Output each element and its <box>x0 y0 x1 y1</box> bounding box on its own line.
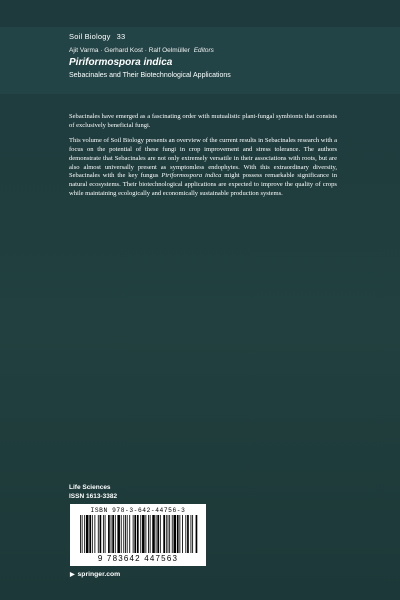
barcode-bar <box>163 515 165 553</box>
barcode-digits: 9 783642 447563 <box>97 554 179 563</box>
barcode-bar <box>157 515 159 553</box>
barcode-bar <box>182 515 183 553</box>
barcode-bar <box>129 515 130 553</box>
barcode-bar <box>100 515 102 553</box>
barcode-bar <box>145 515 146 553</box>
barcode-bar <box>133 515 134 553</box>
barcode-bar <box>103 515 104 553</box>
barcode-bar <box>94 515 95 553</box>
series-line <box>69 32 125 41</box>
editors-line <box>69 47 214 54</box>
barcode-bar <box>148 515 149 553</box>
barcode <box>70 504 206 566</box>
barcode-bar <box>166 515 167 553</box>
barcode-bar <box>125 515 126 553</box>
blurb-paragraph-1: Sebacinales have emerged as a fascinating order with mutualistic plant-fungal symbionts that consists of exclusively beneficial fungi. <box>69 113 337 129</box>
book-subtitle: Sebacinales and Their Biotechnological Applications <box>69 72 231 79</box>
barcode-bar <box>177 515 179 553</box>
publisher-link[interactable] <box>70 571 120 578</box>
barcode-bar <box>174 515 177 553</box>
barcode-bar <box>191 515 192 553</box>
blurb-paragraph-2 <box>69 137 337 198</box>
barcode-bar <box>127 515 128 553</box>
barcode-bars <box>80 515 198 553</box>
editors-label: Editors <box>193 47 214 54</box>
barcode-bar <box>134 515 136 553</box>
barcode-bar <box>169 515 170 553</box>
editor-names: Ajit Varma · Gerhard Kost · Ralf Oelmüller <box>69 47 190 54</box>
book-title: Piriformospora indica <box>69 57 173 68</box>
barcode-bar <box>137 515 139 553</box>
barcode-bar <box>160 515 161 553</box>
barcode-bar <box>185 515 186 553</box>
barcode-bar <box>115 515 116 553</box>
barcode-bar <box>92 515 93 553</box>
header-band <box>0 27 400 94</box>
meta-block <box>69 483 117 501</box>
barcode-bar <box>117 515 120 553</box>
blurb-p2-part-b: might possess remarkable significance in natural ecosystems. Their biotechnological applications are expected to improve the quality of crops while maintaining ecologically and economically sustainable production systems. <box>69 172 337 197</box>
barcode-bar <box>168 515 169 553</box>
blurb <box>69 113 337 205</box>
barcode-bar <box>84 515 85 553</box>
barcode-bar <box>112 515 114 553</box>
barcode-bar <box>142 515 145 553</box>
barcode-bar <box>156 515 157 553</box>
publisher-url: springer.com <box>77 571 121 578</box>
arrow-icon: ▶ <box>70 572 75 578</box>
barcode-bar <box>192 515 193 553</box>
barcode-bar <box>187 515 189 553</box>
series-name: Soil Biology <box>69 32 111 41</box>
barcode-bar <box>196 515 198 553</box>
isbn-text: ISBN 978-3-642-44756-3 <box>90 507 186 514</box>
barcode-bar <box>123 515 124 553</box>
barcode-bar <box>86 515 89 553</box>
barcode-bar <box>105 515 106 553</box>
barcode-bar <box>80 515 81 553</box>
barcode-bar <box>150 515 151 553</box>
barcode-bar <box>140 515 141 553</box>
barcode-bar <box>98 515 99 553</box>
barcode-bar <box>121 515 122 553</box>
issn-label: ISSN 1613-3382 <box>69 493 118 500</box>
barcode-bar <box>172 515 173 553</box>
blurb-p2-part-a: This volume of Soil Biology presents an overview of the current results in Sebacinales research with a focus on the potential of these fungi in crop improvement and stress tolerance. The authors demonstrate that Sebacinales are not only extremely versatile in their associations with roots, but are also almost universally present as symptomless endophytes. With this extraordinary diversity, Sebacinales with the key fungus <box>69 137 337 180</box>
blurb-p2-species: Piriformospora indica <box>161 172 222 180</box>
barcode-bar <box>82 515 83 553</box>
barcode-bar <box>89 515 91 553</box>
series-number: 33 <box>116 32 126 41</box>
barcode-bar <box>108 515 110 553</box>
barcode-bar <box>111 515 112 553</box>
barcode-bar <box>152 515 155 553</box>
barcode-bar <box>179 515 180 553</box>
subject-label: Life Sciences <box>69 484 111 491</box>
